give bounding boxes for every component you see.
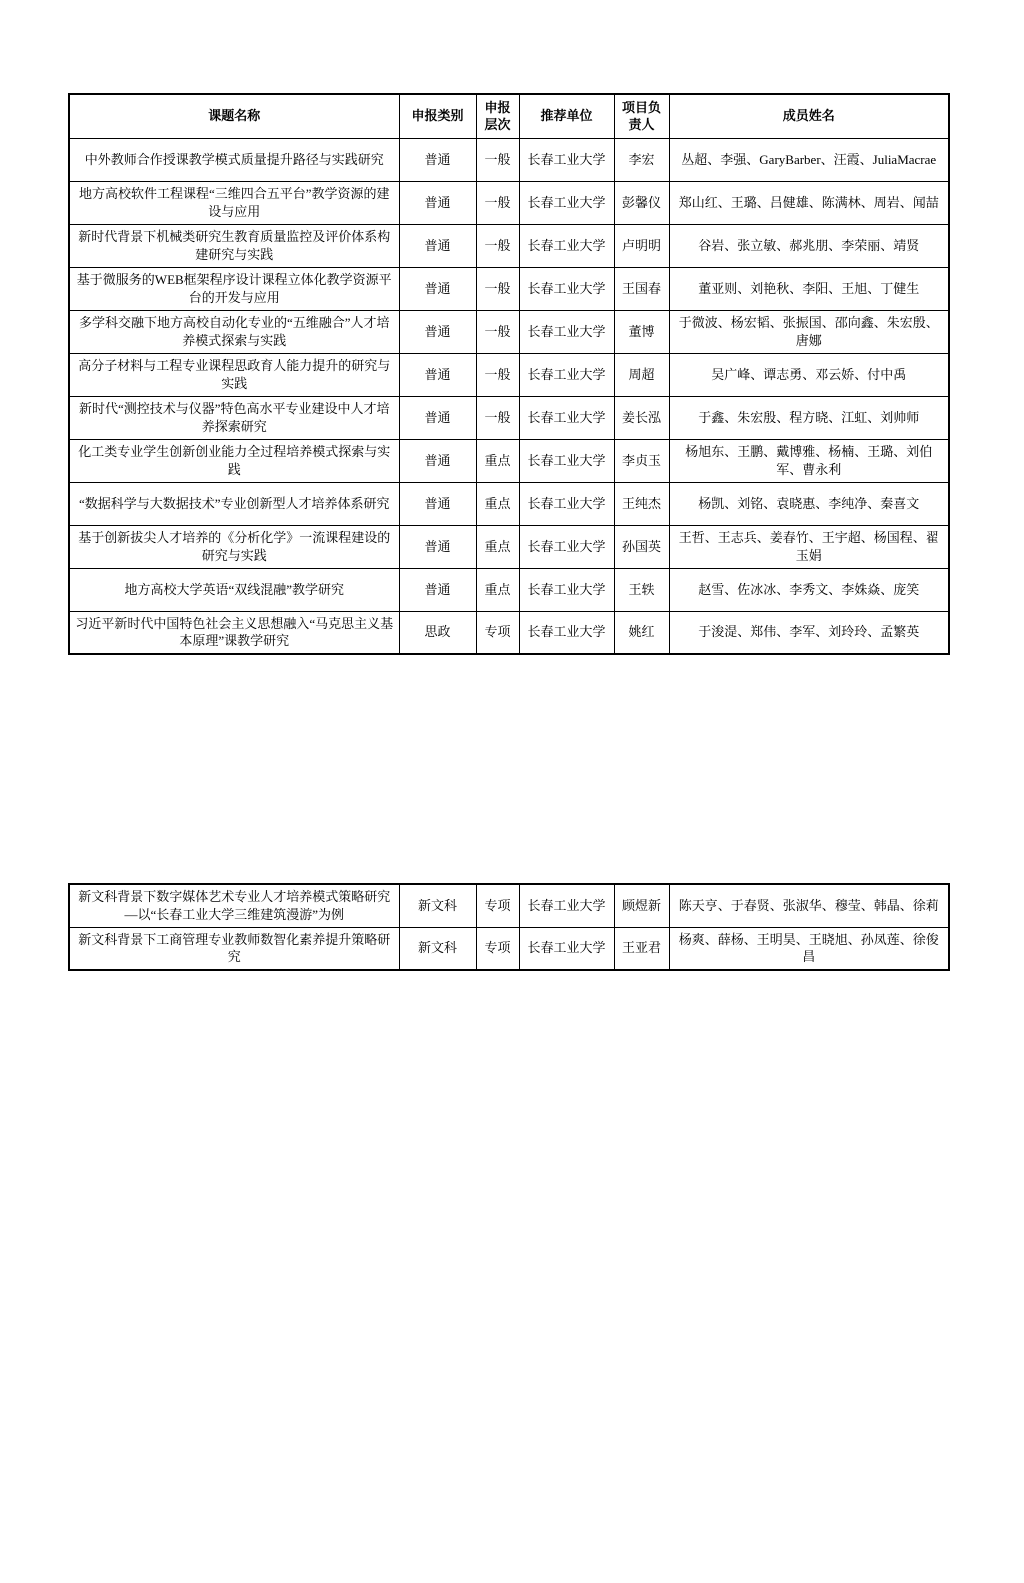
header-cell-leader: 项目负责人 — [614, 94, 669, 138]
members-cell: 王哲、王志兵、姜春竹、王宇超、杨国程、翟玉娟 — [669, 525, 949, 568]
header-cell-topic: 课题名称 — [69, 94, 399, 138]
level-cell: 一般 — [476, 396, 519, 439]
category-cell: 普通 — [399, 138, 476, 181]
unit-cell: 长春工业大学 — [519, 267, 614, 310]
projects-table-page2 — [68, 883, 950, 971]
unit-cell: 长春工业大学 — [519, 525, 614, 568]
members-cell: 赵雪、佐冰冰、李秀文、李姝焱、庞笑 — [669, 568, 949, 611]
leader-cell: 周超 — [614, 353, 669, 396]
table-container-page1 — [68, 93, 948, 655]
header-row — [69, 94, 949, 138]
category-cell: 普通 — [399, 482, 476, 525]
topic-cell: 地方高校大学英语“双线混融”教学研究 — [69, 568, 399, 611]
leader-cell: 彭馨仪 — [614, 181, 669, 224]
leader-cell: 顾煜新 — [614, 884, 669, 927]
level-cell: 专项 — [476, 611, 519, 654]
leader-cell: 李宏 — [614, 138, 669, 181]
topic-cell: “数据科学与大数据技术”专业创新型人才培养体系研究 — [69, 482, 399, 525]
members-cell: 于微波、杨宏韬、张振国、邵向鑫、朱宏殷、唐娜 — [669, 310, 949, 353]
header-cell-members: 成员姓名 — [669, 94, 949, 138]
table-row — [69, 310, 949, 353]
category-cell: 普通 — [399, 353, 476, 396]
header-cell-level: 申报层次 — [476, 94, 519, 138]
projects-table-page1 — [68, 93, 950, 655]
level-cell: 一般 — [476, 224, 519, 267]
level-cell: 一般 — [476, 310, 519, 353]
members-cell: 杨旭东、王鹏、戴博雅、杨楠、王璐、刘伯军、曹永利 — [669, 439, 949, 482]
level-cell: 重点 — [476, 525, 519, 568]
topic-cell: 新文科背景下工商管理专业教师数智化素养提升策略研究 — [69, 927, 399, 970]
members-cell: 于浚湜、郑伟、李军、刘玲玲、孟繁英 — [669, 611, 949, 654]
unit-cell: 长春工业大学 — [519, 396, 614, 439]
header-cell-category: 申报类别 — [399, 94, 476, 138]
table-row — [69, 181, 949, 224]
leader-cell: 姜长泓 — [614, 396, 669, 439]
table-row — [69, 611, 949, 654]
level-cell: 一般 — [476, 138, 519, 181]
topic-cell: 化工类专业学生创新创业能力全过程培养模式探索与实践 — [69, 439, 399, 482]
level-cell: 重点 — [476, 439, 519, 482]
unit-cell: 长春工业大学 — [519, 884, 614, 927]
members-cell: 杨爽、薛杨、王明昊、王晓旭、孙凤莲、徐俊昌 — [669, 927, 949, 970]
table-row — [69, 353, 949, 396]
table-row — [69, 568, 949, 611]
unit-cell: 长春工业大学 — [519, 482, 614, 525]
category-cell: 普通 — [399, 310, 476, 353]
leader-cell: 王轶 — [614, 568, 669, 611]
level-cell: 一般 — [476, 267, 519, 310]
topic-cell: 习近平新时代中国特色社会主义思想融入“马克思主义基本原理”课教学研究 — [69, 611, 399, 654]
leader-cell: 姚红 — [614, 611, 669, 654]
table-row — [69, 224, 949, 267]
unit-cell: 长春工业大学 — [519, 568, 614, 611]
category-cell: 普通 — [399, 181, 476, 224]
topic-cell: 地方高校软件工程课程“三维四合五平台”教学资源的建设与应用 — [69, 181, 399, 224]
level-cell: 一般 — [476, 181, 519, 224]
category-cell: 普通 — [399, 267, 476, 310]
members-cell: 于鑫、朱宏殷、程方晓、江虹、刘帅师 — [669, 396, 949, 439]
topic-cell: 基于创新拔尖人才培养的《分析化学》一流课程建设的研究与实践 — [69, 525, 399, 568]
topic-cell: 新时代背景下机械类研究生教育质量监控及评价体系构建研究与实践 — [69, 224, 399, 267]
members-cell: 吴广峰、谭志勇、邓云娇、付中禹 — [669, 353, 949, 396]
topic-cell: 多学科交融下地方高校自动化专业的“五维融合”人才培养模式探索与实践 — [69, 310, 399, 353]
topic-cell: 高分子材料与工程专业课程思政育人能力提升的研究与实践 — [69, 353, 399, 396]
unit-cell: 长春工业大学 — [519, 927, 614, 970]
members-cell: 丛超、李强、GaryBarber、汪霞、JuliaMacrae — [669, 138, 949, 181]
level-cell: 专项 — [476, 927, 519, 970]
table-row — [69, 439, 949, 482]
table-row — [69, 525, 949, 568]
table-row — [69, 927, 949, 970]
level-cell: 专项 — [476, 884, 519, 927]
leader-cell: 王国春 — [614, 267, 669, 310]
members-cell: 董亚则、刘艳秋、李阳、王旭、丁健生 — [669, 267, 949, 310]
unit-cell: 长春工业大学 — [519, 138, 614, 181]
topic-cell: 新文科背景下数字媒体艺术专业人才培养模式策略研究—以“长春工业大学三维建筑漫游”为例 — [69, 884, 399, 927]
unit-cell: 长春工业大学 — [519, 181, 614, 224]
table-row — [69, 482, 949, 525]
table-row — [69, 396, 949, 439]
leader-cell: 王纯杰 — [614, 482, 669, 525]
table-container-page2 — [68, 883, 948, 971]
unit-cell: 长春工业大学 — [519, 439, 614, 482]
table-row — [69, 138, 949, 181]
topic-cell: 中外教师合作授课教学模式质量提升路径与实践研究 — [69, 138, 399, 181]
category-cell: 思政 — [399, 611, 476, 654]
unit-cell: 长春工业大学 — [519, 611, 614, 654]
category-cell: 普通 — [399, 224, 476, 267]
category-cell: 普通 — [399, 568, 476, 611]
category-cell: 新文科 — [399, 927, 476, 970]
category-cell: 新文科 — [399, 884, 476, 927]
topic-cell: 基于微服务的WEB框架程序设计课程立体化教学资源平台的开发与应用 — [69, 267, 399, 310]
members-cell: 杨凯、刘铭、袁晓惠、李纯净、秦喜文 — [669, 482, 949, 525]
unit-cell: 长春工业大学 — [519, 353, 614, 396]
category-cell: 普通 — [399, 525, 476, 568]
unit-cell: 长春工业大学 — [519, 310, 614, 353]
members-cell: 郑山红、王璐、吕健雄、陈满林、周岩、闻喆 — [669, 181, 949, 224]
category-cell: 普通 — [399, 396, 476, 439]
leader-cell: 王亚君 — [614, 927, 669, 970]
table-row — [69, 267, 949, 310]
level-cell: 重点 — [476, 482, 519, 525]
category-cell: 普通 — [399, 439, 476, 482]
members-cell: 谷岩、张立敏、郝兆朋、李荣丽、靖贤 — [669, 224, 949, 267]
level-cell: 一般 — [476, 353, 519, 396]
members-cell: 陈天亨、于春贤、张淑华、穆莹、韩晶、徐莉 — [669, 884, 949, 927]
topic-cell: 新时代“测控技术与仪器”特色高水平专业建设中人才培养探索研究 — [69, 396, 399, 439]
leader-cell: 李贞玉 — [614, 439, 669, 482]
unit-cell: 长春工业大学 — [519, 224, 614, 267]
table-row — [69, 884, 949, 927]
leader-cell: 孙国英 — [614, 525, 669, 568]
level-cell: 重点 — [476, 568, 519, 611]
leader-cell: 董博 — [614, 310, 669, 353]
leader-cell: 卢明明 — [614, 224, 669, 267]
header-cell-unit: 推荐单位 — [519, 94, 614, 138]
